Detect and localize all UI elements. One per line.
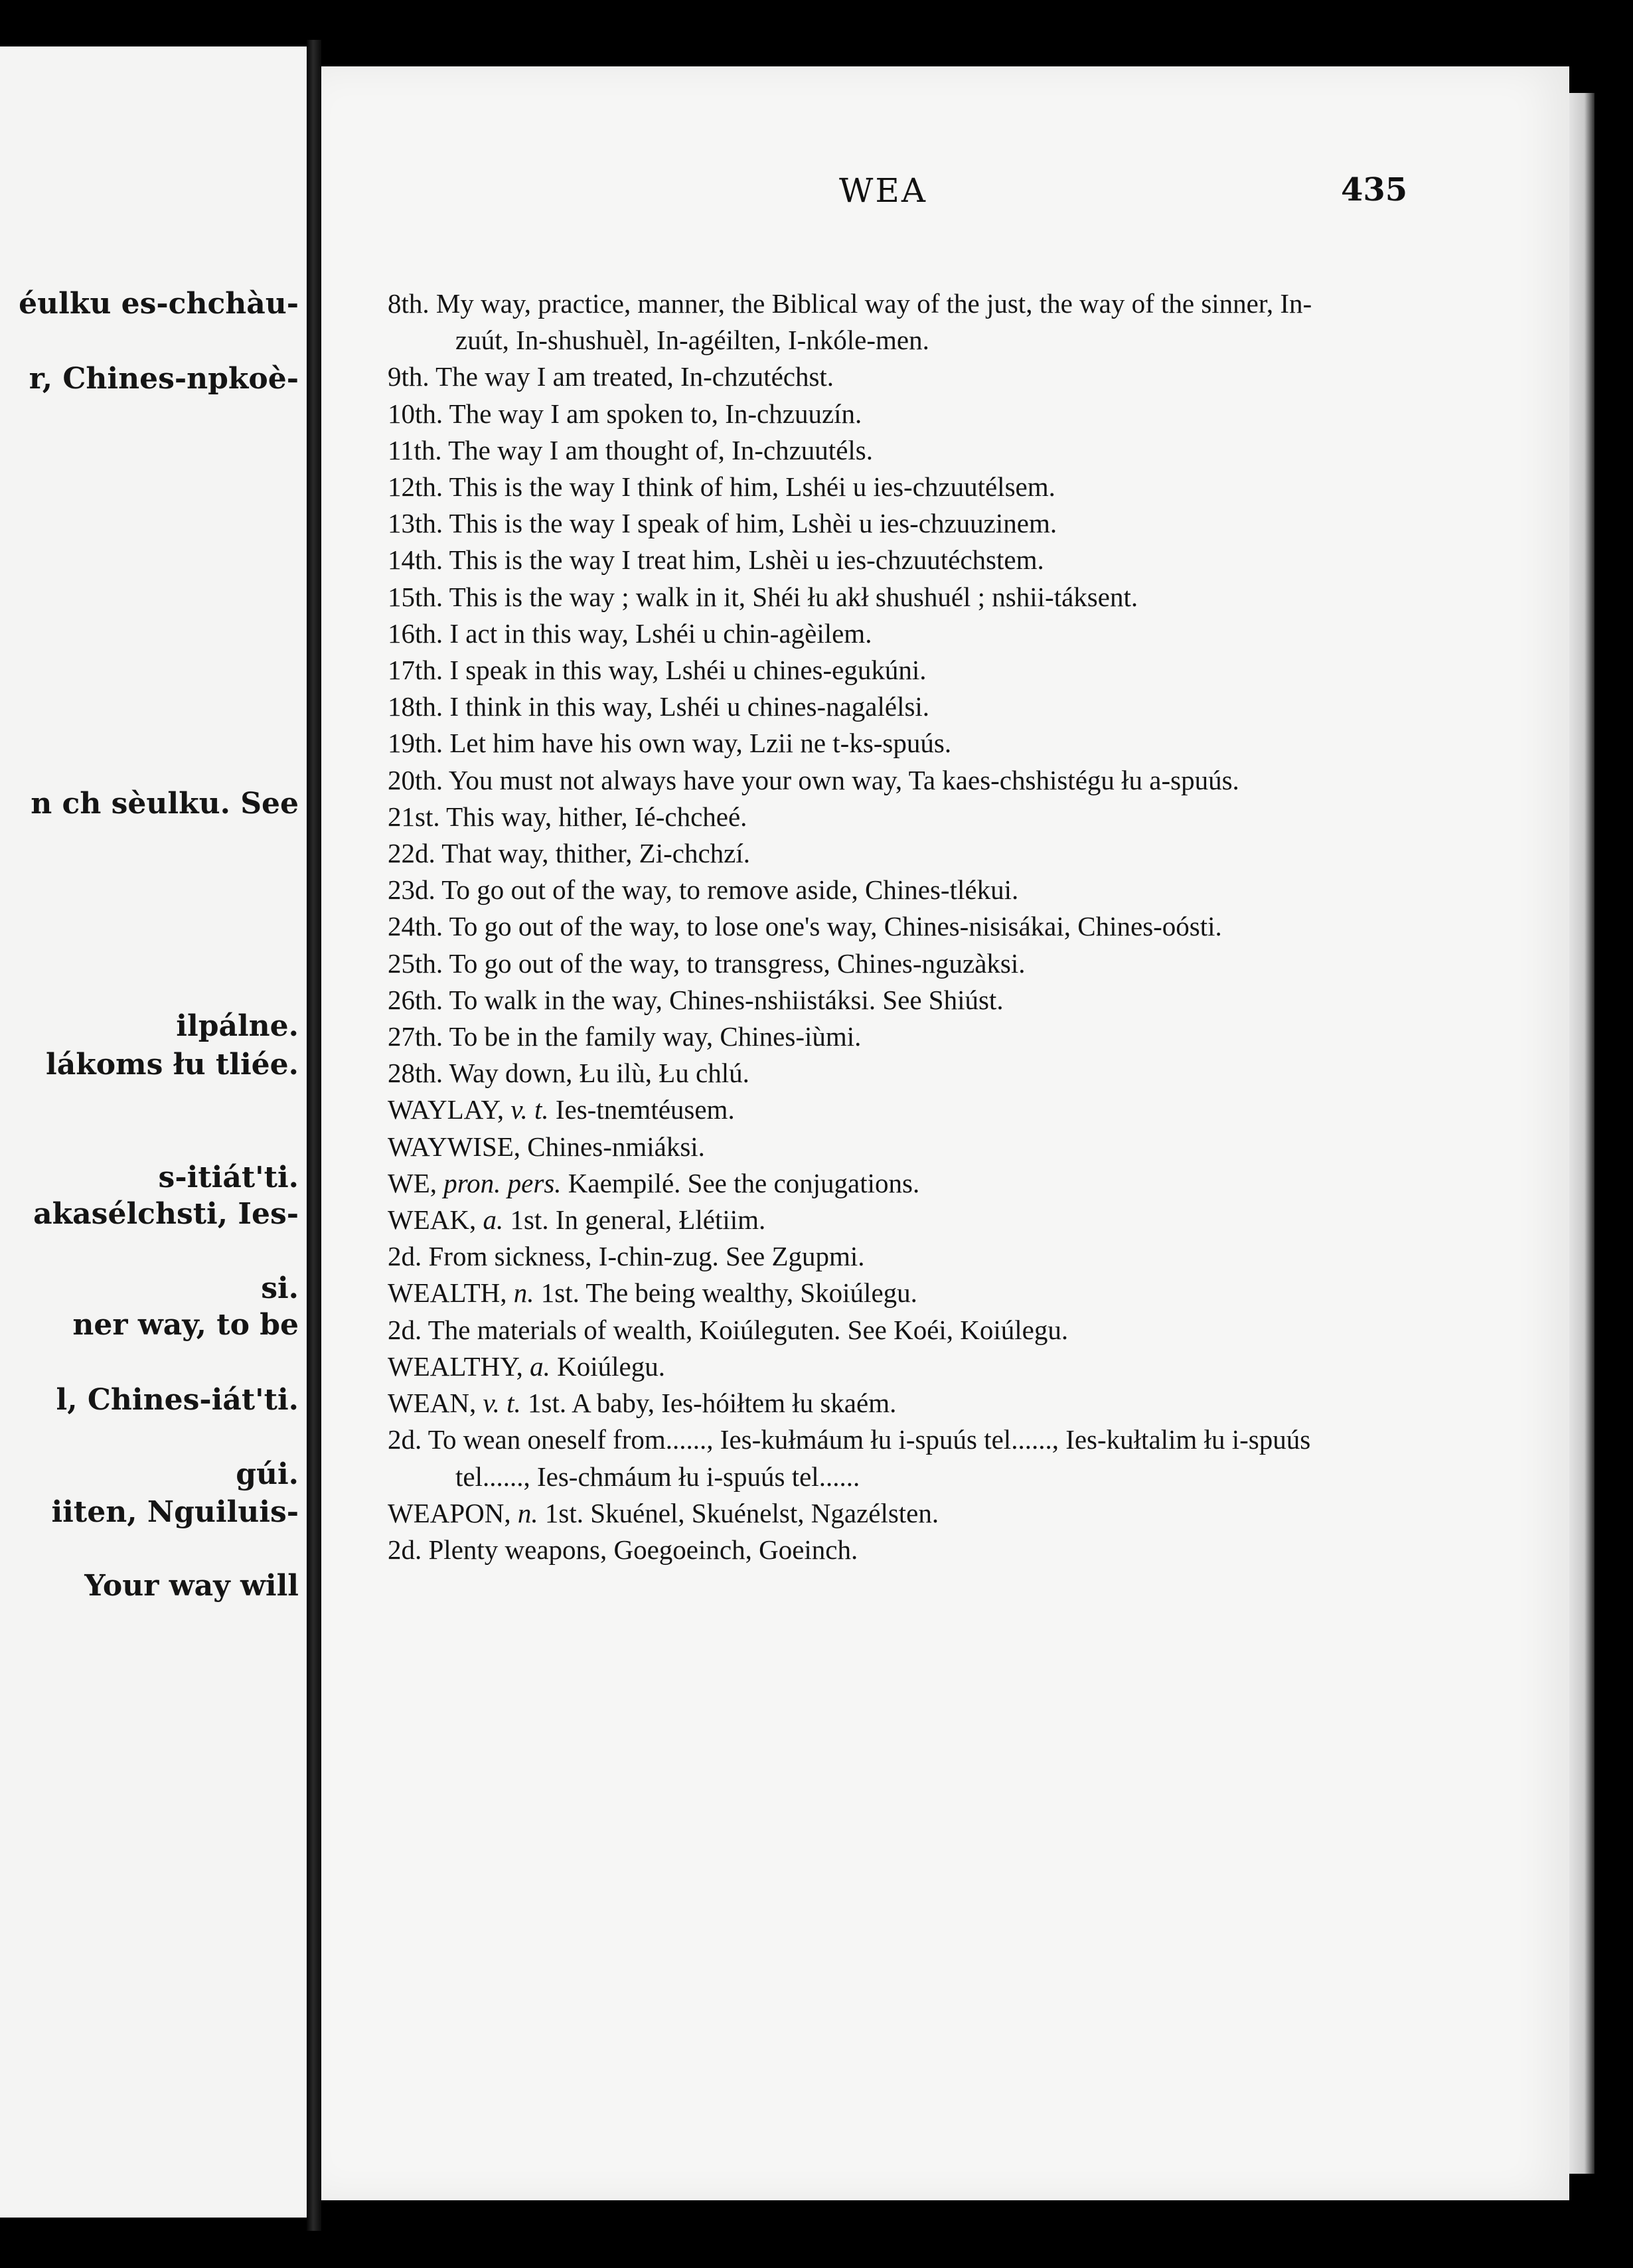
dictionary-entry [388, 432, 1363, 469]
entry-text: WAYWISE, Chines-nmiáksi. [388, 1131, 705, 1162]
dictionary-entry [388, 1055, 1363, 1092]
entry-text: 17th. I speak in this way, Lshéi u chines-egukúni. [388, 655, 927, 686]
dictionary-entry [388, 762, 1363, 799]
left-page-fragment: ilpálne. [176, 1009, 299, 1043]
entry-text: 27th. To be in the family way, Chines-iùmi. [388, 1021, 862, 1052]
dictionary-entry [388, 1238, 1363, 1275]
entry-text: 25th. To go out of the way, to transgress, Chines-nguzàksi. [388, 947, 1026, 979]
left-page-fragment: l, Chines-iát'ti. [56, 1383, 299, 1417]
entry-part-of-speech: pron. pers. [443, 1167, 562, 1198]
left-page-fragment: ner way, to be [72, 1308, 299, 1342]
left-page-fragment: gúi. [236, 1457, 299, 1491]
dictionary-entry [388, 505, 1363, 542]
entry-text: 16th. I act in this way, Lshéi u chin-agèilem. [388, 617, 872, 649]
dictionary-entry [388, 1495, 1363, 1532]
entry-text: 20th. You must not always have your own way, Ta kaes-chshistégu łu a-spuús. [388, 764, 1239, 795]
left-page-fragment: iiten, Nguiluis- [51, 1495, 299, 1529]
entry-part-of-speech: n. [513, 1277, 534, 1309]
dictionary-entry [388, 945, 1363, 982]
left-page-fragment: Your way will [84, 1569, 299, 1603]
left-page [0, 46, 307, 2218]
entry-text: 2d. Plenty weapons, Goegoeinch, Goeinch. [388, 1534, 858, 1565]
dictionary-entry [388, 1129, 1363, 1165]
entry-text: Kaempilé. See the conjugations. [568, 1167, 920, 1198]
entry-headword: WAYLAY, [388, 1094, 505, 1125]
entry-text: 28th. Way down, Łu ilù, Łu chlú. [388, 1058, 749, 1089]
dictionary-entry [388, 1421, 1363, 1495]
dictionary-entry [388, 1018, 1363, 1055]
entry-part-of-speech: v. t. [483, 1388, 521, 1419]
dictionary-entries [388, 285, 1363, 1568]
left-page-fragment: si. [261, 1271, 299, 1305]
left-page-fragment: n ch sèulku. See [31, 787, 299, 821]
dictionary-entry [388, 615, 1363, 652]
running-head: WEA [839, 171, 927, 210]
dictionary-entry [388, 1348, 1363, 1385]
entry-part-of-speech: a. [530, 1350, 550, 1382]
dictionary-entry [388, 1165, 1363, 1202]
book-gutter [307, 40, 321, 2231]
left-page-fragment: akasélchsti, Ies- [33, 1197, 299, 1231]
entry-part-of-speech: v. t. [510, 1094, 549, 1125]
entry-text: 21st. This way, hither, Ié-chcheé. [388, 801, 747, 832]
dictionary-entry [388, 1092, 1363, 1128]
entry-headword: WEAPON, [388, 1497, 511, 1528]
dictionary-entry [388, 799, 1363, 835]
dictionary-entry [388, 579, 1363, 615]
dictionary-entry [388, 872, 1363, 908]
dictionary-entry [388, 359, 1363, 395]
entry-text: 15th. This is the way ; walk in it, Shéi łu akł shushuél ; nshii-táksent. [388, 581, 1138, 612]
entry-text: 18th. I think in this way, Lshéi u chines-nagalélsi. [388, 691, 930, 722]
dictionary-entry [388, 285, 1363, 359]
dictionary-entry [388, 1312, 1363, 1348]
entry-text: 19th. Let him have his own way, Lzii ne t-ks-spuús. [388, 728, 952, 759]
entry-text: 9th. The way I am treated, In-chzutéchst. [388, 361, 834, 392]
entry-text: 1st. A baby, Ies-hóiłtem łu skaém. [528, 1388, 897, 1419]
entry-text: Koiúlegu. [557, 1350, 665, 1382]
dictionary-entry [388, 396, 1363, 432]
dictionary-entry [388, 542, 1363, 578]
entry-text: 2d. To wean oneself from......, Ies-kułmáum łu i-spuús tel......, Ies-kułtalim łu i-spuús tel......, Ies-chmáum łu i-spuús tel...... [388, 1424, 1311, 1492]
entry-text: 11th. The way I am thought of, In-chzuutéls. [388, 434, 873, 465]
left-page-fragment: r, Chines-npkoè- [29, 362, 299, 396]
dictionary-entry [388, 835, 1363, 872]
entry-text: Ies-tnemtéusem. [555, 1094, 735, 1125]
dictionary-entry [388, 725, 1363, 762]
left-page-fragment: lákoms łu tliée. [45, 1048, 299, 1082]
entry-text: 26th. To walk in the way, Chines-nshiistáksi. See Shiúst. [388, 984, 1004, 1015]
entry-text: 1st. The being wealthy, Skoiúlegu. [540, 1277, 917, 1309]
dictionary-entry [388, 1385, 1363, 1421]
left-page-fragment: éulku es-chchàu- [19, 287, 299, 321]
dictionary-entry [388, 652, 1363, 688]
entry-part-of-speech: a. [483, 1204, 504, 1236]
entry-text: 1st. In general, Łlétiim. [510, 1204, 766, 1236]
dictionary-entry [388, 469, 1363, 505]
entry-headword: WEALTH, [388, 1277, 507, 1309]
entry-text: 2d. The materials of wealth, Koiúleguten. See Koéi, Koiúlegu. [388, 1314, 1069, 1345]
left-page-fragment: s-itiát'ti. [158, 1161, 299, 1194]
entry-text: 14th. This is the way I treat him, Lshèi u ies-chzuutéchstem. [388, 544, 1044, 576]
entry-text: 2d. From sickness, I-chin-zug. See Zgupmi. [388, 1241, 865, 1272]
entry-part-of-speech: n. [517, 1497, 538, 1528]
entry-headword: WEALTHY, [388, 1350, 523, 1382]
entry-headword: WEAN, [388, 1388, 477, 1419]
entry-headword: WEAK, [388, 1204, 477, 1236]
entry-text: 1st. Skuénel, Skuénelst, Ngazélsten. [544, 1497, 939, 1528]
entry-headword: WE, [388, 1167, 437, 1198]
dictionary-entry [388, 908, 1363, 945]
page-header [321, 171, 1569, 224]
entry-text: 10th. The way I am spoken to, In-chzuuzín. [388, 398, 862, 429]
page-number: 435 [1341, 171, 1408, 208]
dictionary-entry [388, 982, 1363, 1018]
dictionary-entry [388, 1275, 1363, 1311]
entry-text: 23d. To go out of the way, to remove aside, Chines-tlékui. [388, 874, 1019, 906]
dictionary-entry [388, 1202, 1363, 1238]
dictionary-entry [388, 688, 1363, 725]
entry-text: 22d. That way, thither, Zi-chchzí. [388, 838, 750, 869]
entry-text: 12th. This is the way I think of him, Lshéi u ies-chzuutélsem. [388, 471, 1055, 503]
page-edge [1569, 93, 1594, 2174]
dictionary-entry [388, 1532, 1363, 1568]
entry-text: 8th. My way, practice, manner, the Biblical way of the just, the way of the sinner, In-zuút, In-shushuèl, In-agéilten, I-nkóle-men. [388, 288, 1312, 356]
entry-text: 24th. To go out of the way, to lose one's way, Chines-nisisákai, Chines-oósti. [388, 911, 1222, 942]
entry-text: 13th. This is the way I speak of him, Lshèi u ies-chzuuzinem. [388, 508, 1057, 539]
